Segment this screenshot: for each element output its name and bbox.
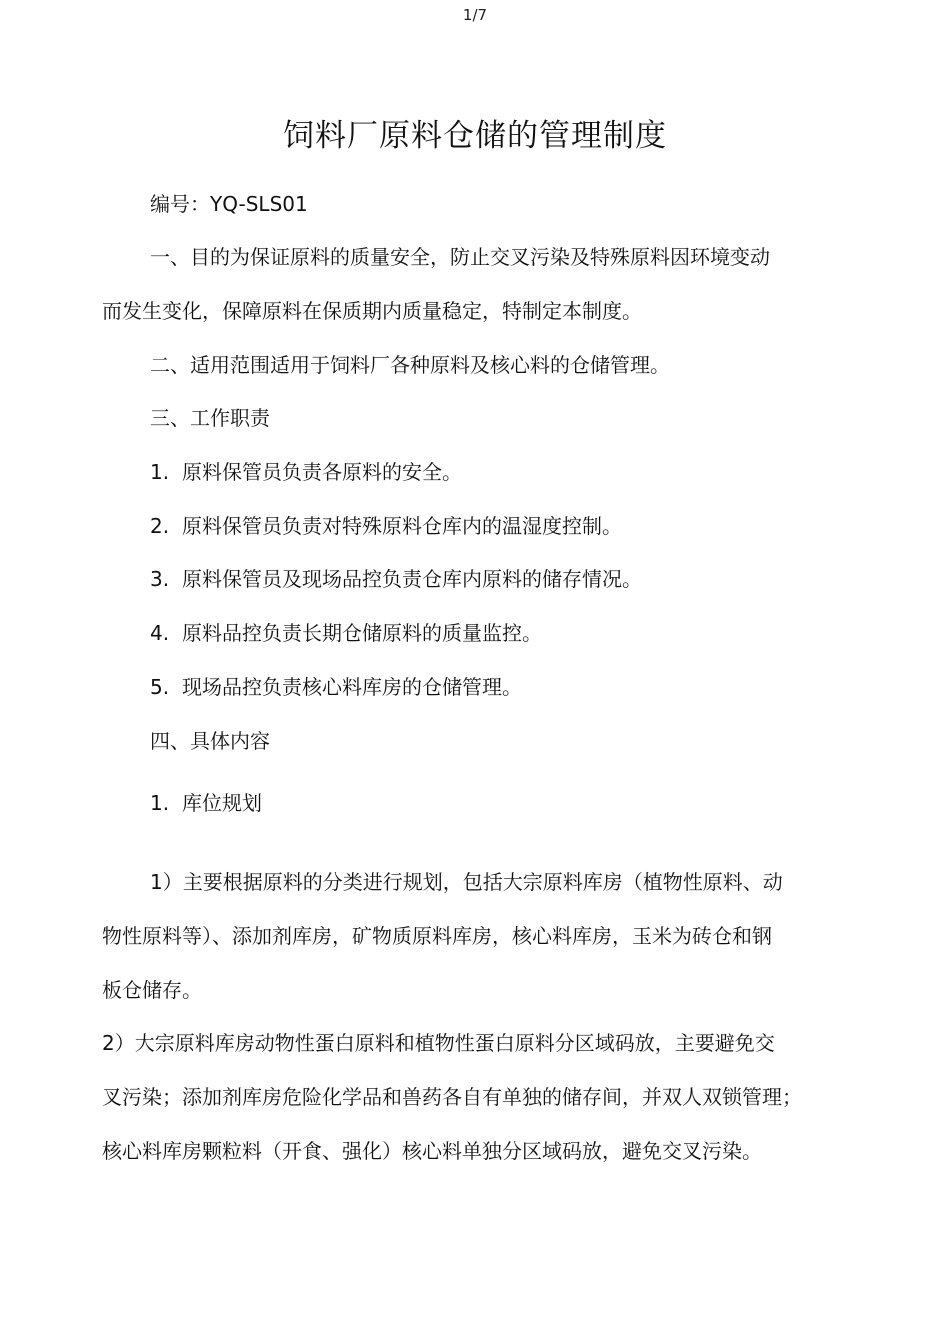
paragraph-1-line-2: 物性原料等）、添加剂库房，矿物质原料库房，核心料库房，玉米为砖仓和钢 <box>102 924 772 948</box>
section-1-text: 库位规划 <box>182 791 262 815</box>
duty-item <box>150 458 462 486</box>
scope-paragraph: 二、适用范围适用于饲料厂各种原料及核心料的仓储管理。 <box>150 353 670 377</box>
document-title: 饲料厂原料仓储的管理制度 <box>283 118 667 154</box>
paragraph-1-line-3: 板仓储存。 <box>102 978 202 1002</box>
purpose-line-2: 而发生变化，保障原料在保质期内质量稳定，特制定本制度。 <box>102 299 642 323</box>
duty-item-text: 现场品控负责核心料库房的仓储管理。 <box>182 675 522 699</box>
duty-item-number: 2. <box>150 514 170 538</box>
paragraph-2-line-1: 2）大宗原料库房动物性蛋白原料和植物性蛋白原料分区域码放，主要避免交 <box>102 1031 775 1055</box>
duty-item <box>150 565 642 593</box>
duties-heading: 三、工作职责 <box>150 406 270 430</box>
duty-item-text: 原料品控负责长期仓储原料的质量监控。 <box>182 621 542 645</box>
duty-item-number: 4. <box>150 621 170 645</box>
duty-item <box>150 512 622 540</box>
duty-item-text: 原料保管员负责对特殊原料仓库内的温湿度控制。 <box>182 514 622 538</box>
duty-item-text: 原料保管员及现场品控负责仓库内原料的储存情况。 <box>182 567 642 591</box>
duty-item <box>150 673 522 701</box>
paragraph-1-line-1: 1）主要根据原料的分类进行规划，包括大宗原料库房（植物性原料、动 <box>150 870 783 894</box>
duty-item-text: 原料保管员负责各原料的安全。 <box>182 460 462 484</box>
document-code: 编号：YQ-SLS01 <box>150 192 308 216</box>
section-1-number: 1. <box>150 791 170 815</box>
duty-item-number: 5. <box>150 675 170 699</box>
duty-item-number: 1. <box>150 460 170 484</box>
paragraph-2-line-3: 核心料库房颗粒料（开食、强化）核心料单独分区域码放，避免交叉污染。 <box>102 1139 762 1163</box>
paragraph-2-line-2: 叉污染；添加剂库房危险化学品和兽药各自有单独的储存间，并双人双锁管理； <box>102 1085 802 1109</box>
section-1-heading <box>150 789 262 817</box>
content-heading: 四、具体内容 <box>150 729 270 753</box>
duty-item-number: 3. <box>150 567 170 591</box>
purpose-line-1: 一、目的为保证原料的质量安全，防止交叉污染及特殊原料因环境变动 <box>150 245 770 269</box>
duty-item <box>150 619 542 647</box>
page-number: 1/7 <box>462 6 488 24</box>
